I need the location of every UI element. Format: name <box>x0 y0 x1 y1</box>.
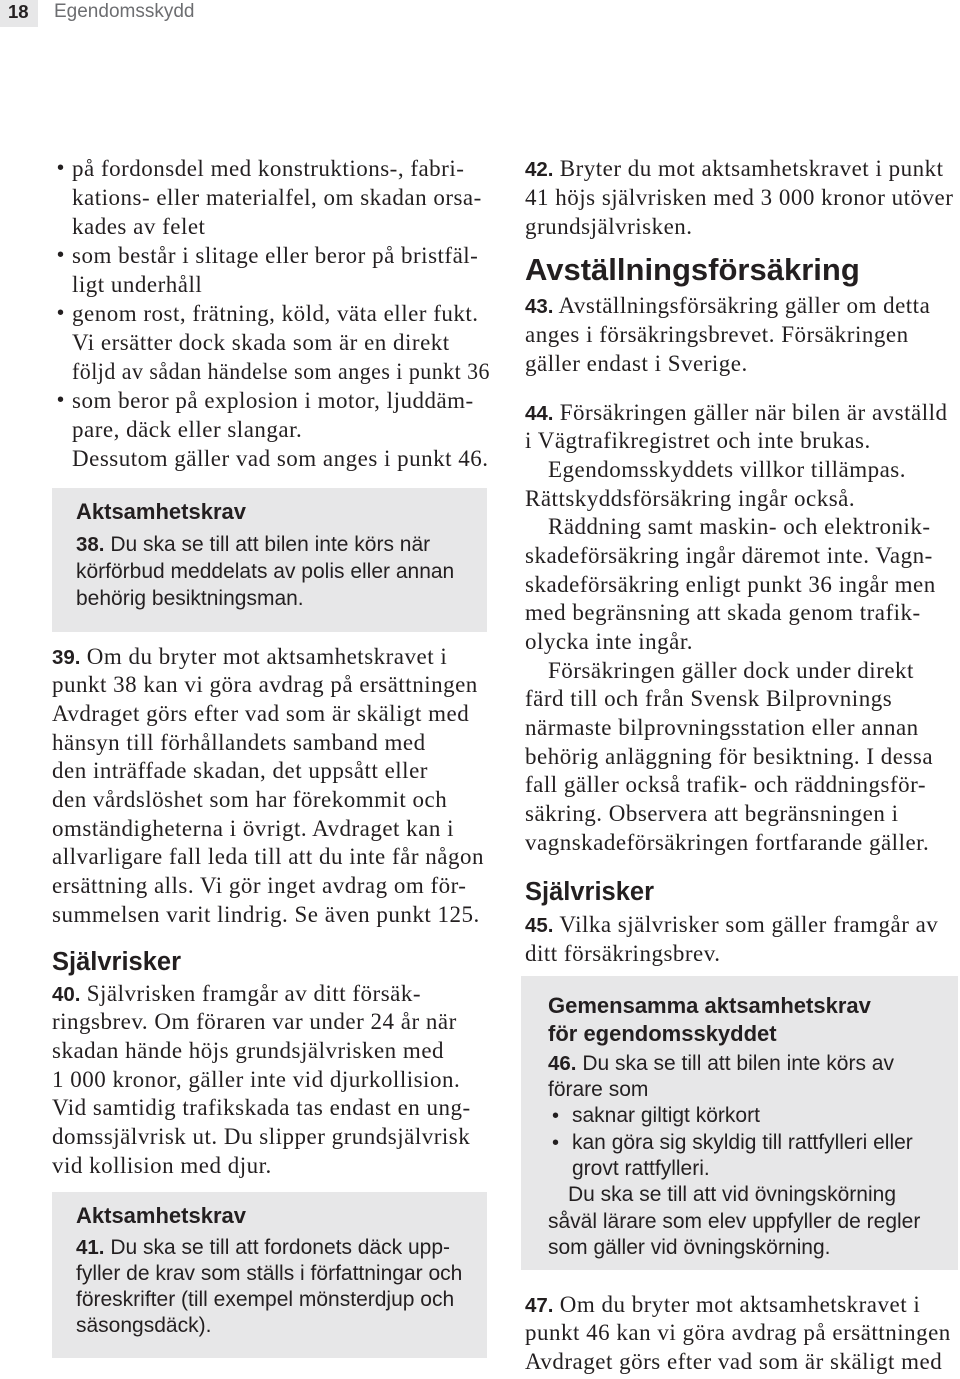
line-text: ligt underhåll <box>72 272 203 297</box>
line-text: punkt 46 kan vi göra avdrag på ersättningen <box>525 1320 951 1346</box>
line-content <box>76 1261 462 1287</box>
line-content <box>525 714 919 743</box>
line-content <box>525 399 948 428</box>
text-line <box>76 585 487 612</box>
line-content <box>568 1182 896 1208</box>
line-content <box>525 1291 920 1320</box>
block-body <box>76 1235 487 1339</box>
box-heading-line <box>548 1020 958 1048</box>
text-line <box>525 771 948 800</box>
line-content <box>525 485 855 514</box>
line-content <box>52 815 454 844</box>
clause-paragraph <box>52 643 484 930</box>
line-content <box>548 1051 894 1077</box>
line-content <box>548 657 914 686</box>
text-line <box>525 1291 951 1320</box>
text-line <box>76 1313 487 1339</box>
text-line <box>52 843 484 872</box>
clause-number: 46. <box>548 1051 577 1075</box>
text-line <box>52 1008 471 1037</box>
bullet-line <box>52 386 510 415</box>
text-line <box>52 980 471 1009</box>
line-content <box>525 291 930 320</box>
line-content <box>52 729 426 758</box>
line-content <box>548 1209 920 1235</box>
line-content <box>525 628 693 657</box>
text-line <box>525 427 948 456</box>
line-text: skadeförsäkring enligt punkt 36 ingår men <box>525 571 936 597</box>
line-text: Vid samtidig trafikskada tas endast en ung- <box>52 1095 471 1121</box>
line-text: summelsen varit lindrig. Se även punkt 125. <box>52 901 480 927</box>
heading-text: Aktsamhetskrav <box>76 1203 246 1228</box>
block-body <box>548 1051 958 1261</box>
line-text: fall gäller också trafik- och räddningsför- <box>525 772 927 798</box>
line-content <box>52 1152 272 1181</box>
line-content <box>525 212 693 241</box>
line-text: följd av sådan händelse som anges i punkt 36 <box>72 359 491 384</box>
clause-number: 45. <box>525 913 554 937</box>
line-content <box>525 771 926 800</box>
line-content <box>525 1319 951 1348</box>
line-content <box>52 786 447 815</box>
line-text: 41 höjs självrisken med 3 000 kronor utöver <box>525 184 954 210</box>
clause-number: 40. <box>52 982 81 1006</box>
line-text: skadeförsäkring ingår däremot inte. Vagn- <box>525 542 933 568</box>
line-text: föreskrifter (till exempel mönsterdjup och <box>76 1288 455 1311</box>
block-body <box>525 910 938 968</box>
line-content <box>72 328 450 357</box>
line-text: ringsbrev. Om föraren var under 24 år när <box>52 1009 457 1035</box>
line-text: Du ska se till att vid övningskörning <box>568 1183 896 1207</box>
line-text: Dessutom gäller vad som anges i punkt 46. <box>72 446 489 471</box>
line-text: Du ska se till att bilen inte körs av <box>582 1051 894 1075</box>
line-text: förare som <box>548 1078 649 1102</box>
line-text: Om du bryter mot aktsamhetskravet i <box>559 1291 921 1317</box>
text-line <box>525 291 930 320</box>
bullet-line <box>52 415 510 444</box>
bullet-line <box>52 154 510 183</box>
line-content <box>76 1287 454 1313</box>
line-text: Avdraget görs efter vad som är skäligt med <box>52 700 470 726</box>
line-content <box>52 843 484 872</box>
line-text: Bryter du mot aktsamhetskravet i punkt <box>559 155 944 181</box>
clause-paragraph <box>525 399 948 858</box>
section-heading: Självrisker <box>52 948 182 976</box>
block-body <box>525 291 930 378</box>
bullet-line <box>52 183 510 212</box>
line-content <box>525 320 909 349</box>
text-line <box>525 485 948 514</box>
text-line <box>76 1235 487 1261</box>
line-text: ersättning alls. Vi gör inget avdrag om för- <box>52 873 467 899</box>
line-content <box>525 349 748 378</box>
block-body <box>52 980 471 1181</box>
clause-number: 44. <box>525 401 554 425</box>
requirement-box <box>52 1192 487 1358</box>
text-line <box>525 571 948 600</box>
line-text: på fordonsdel med konstruktions-, fabri- <box>72 156 465 181</box>
line-text: Försäkringen gäller dock under direkt <box>548 657 914 683</box>
line-content <box>525 800 898 829</box>
text-line <box>525 628 948 657</box>
text-line <box>525 154 953 183</box>
line-content <box>72 386 474 415</box>
line-text: med begränsning att skada genom trafik- <box>525 600 921 626</box>
bullet-line <box>52 328 510 357</box>
text-line <box>525 800 948 829</box>
line-content <box>76 558 454 585</box>
line-content <box>52 1094 471 1123</box>
text-line <box>52 671 484 700</box>
line-content <box>548 513 931 542</box>
box-heading <box>76 1202 487 1230</box>
line-content <box>76 585 304 612</box>
text-line <box>525 1348 951 1377</box>
text-line <box>76 1287 487 1313</box>
line-content <box>52 872 466 901</box>
clause-paragraph <box>525 1291 951 1377</box>
section-heading: Avställningsförsäkring <box>525 252 860 287</box>
line-content <box>72 154 464 183</box>
clause-number: 42. <box>525 157 554 181</box>
heading-text: Gemensamma aktsamhetskrav <box>548 993 871 1018</box>
heading-text: för egendomsskyddet <box>548 1021 777 1046</box>
running-header: Egendomsskydd <box>54 1 195 22</box>
line-content <box>525 939 721 968</box>
text-line <box>52 757 484 786</box>
line-content <box>52 980 421 1009</box>
line-content <box>572 1156 710 1182</box>
text-line <box>525 714 948 743</box>
line-text: närmaste bilprovningsstation eller annan <box>525 714 919 740</box>
line-text: Försäkringen gäller när bilen är avställd <box>559 399 948 425</box>
line-text: ditt försäkringsbrev. <box>525 940 721 966</box>
bullet-line <box>52 357 510 386</box>
line-text: grundsjälvrisken. <box>525 213 693 239</box>
line-content <box>572 1103 760 1129</box>
line-text: i Vägtrafikregistret och inte brukas. <box>525 428 871 454</box>
text-line <box>525 910 938 939</box>
line-text: som beror på explosion i motor, ljuddäm- <box>72 388 474 413</box>
line-content <box>548 1235 830 1261</box>
line-content <box>525 685 892 714</box>
line-content <box>76 531 430 558</box>
text-line <box>525 685 948 714</box>
line-text: vid kollision med djur. <box>52 1152 272 1178</box>
requirement-box <box>52 488 487 632</box>
line-content <box>525 183 953 212</box>
line-text: Rättskyddsförsäkring ingår också. <box>525 485 856 511</box>
line-text: Egendomsskyddets villkor tillämpas. <box>548 457 906 482</box>
line-text: pare, däck eller slangar. <box>72 417 303 442</box>
block-body <box>76 531 487 612</box>
line-content <box>525 743 933 772</box>
line-content <box>76 1235 450 1261</box>
text-line <box>52 786 484 815</box>
line-content <box>72 241 478 270</box>
block-body <box>525 154 953 241</box>
text-line <box>76 1261 487 1287</box>
line-content <box>572 1130 913 1156</box>
text-line <box>548 1182 958 1208</box>
requirement-box <box>521 976 958 1270</box>
line-text: som består i slitage eller beror på bristfäl- <box>72 243 479 268</box>
bullet-line <box>548 1103 958 1129</box>
line-text: färd till och från Svensk Bilprovnings <box>525 686 893 712</box>
line-content <box>548 456 906 485</box>
line-text: Du ska se till att fordonets däck upp- <box>110 1236 451 1259</box>
page-number: 18 <box>8 1 29 22</box>
line-text: fyller de krav som ställs i författningar och <box>76 1262 463 1285</box>
block-body <box>525 399 948 858</box>
line-content <box>72 183 482 212</box>
box-heading <box>76 498 487 526</box>
heading-text: Aktsamhetskrav <box>76 499 246 524</box>
line-text: som gäller vid övningskörning. <box>548 1235 831 1259</box>
exclusion-list <box>52 154 510 473</box>
line-text: 1 000 kronor, gäller inte vid djurkollision. <box>52 1066 461 1092</box>
line-text: säsongsdäck). <box>76 1314 212 1337</box>
line-content <box>52 757 428 786</box>
text-line <box>52 815 484 844</box>
line-content <box>52 1008 457 1037</box>
line-text: körförbud meddelats av polis eller annan <box>76 559 455 583</box>
text-line <box>548 1235 958 1261</box>
line-content <box>525 599 921 628</box>
clause-paragraph <box>525 291 930 378</box>
line-text: gäller endast i Sverige. <box>525 350 748 376</box>
line-content <box>72 415 302 444</box>
box-heading-line <box>548 992 958 1020</box>
line-content <box>52 1037 444 1066</box>
line-text: domssjälvrisk ut. Du slipper grundsjälvrisk <box>52 1124 471 1150</box>
line-text: Vi ersätter dock skada som är en direkt <box>72 330 450 355</box>
line-text: kan göra sig skyldig till rattfylleri eller <box>572 1130 913 1154</box>
text-line <box>525 542 948 571</box>
line-content <box>52 700 469 729</box>
text-line <box>52 1152 471 1181</box>
line-text: såväl lärare som elev uppfyller de regler <box>548 1209 921 1233</box>
block-body <box>52 154 510 473</box>
line-text: Vilka självrisker som gäller framgår av <box>559 911 939 937</box>
bullet-line <box>52 241 510 270</box>
text-line <box>52 700 484 729</box>
line-content <box>52 1123 470 1152</box>
clause-paragraph <box>525 154 953 241</box>
text-line <box>525 212 953 241</box>
text-line <box>525 399 948 428</box>
box-heading <box>548 992 958 1048</box>
text-line <box>525 743 948 772</box>
line-text: omständigheterna i övrigt. Avdraget kan i <box>52 815 455 841</box>
text-line <box>52 1123 471 1152</box>
line-text: behörig besiktningsman. <box>76 586 304 610</box>
line-content <box>525 154 943 183</box>
line-text: genom rost, frätning, köld, väta eller fukt. <box>72 301 479 326</box>
text-line <box>52 643 484 672</box>
line-content <box>52 643 447 672</box>
box-heading-line <box>76 1202 487 1230</box>
bullet-line <box>548 1156 958 1182</box>
text-line <box>525 513 948 542</box>
line-content <box>525 829 929 858</box>
line-content <box>525 571 936 600</box>
block-body <box>52 643 484 930</box>
text-line <box>548 1077 958 1103</box>
clause-number: 39. <box>52 645 81 669</box>
clause-number: 38. <box>76 532 105 556</box>
line-content <box>72 357 490 386</box>
text-line <box>76 558 487 585</box>
line-text: hänsyn till förhållandets samband med <box>52 729 426 755</box>
clause-paragraph <box>525 910 938 968</box>
line-text: säkring. Observera att begränsningen i <box>525 800 899 826</box>
text-line <box>52 1037 471 1066</box>
clause-number: 43. <box>525 294 554 318</box>
clause-paragraph <box>52 980 471 1181</box>
line-content <box>52 671 478 700</box>
line-text: Avställningsförsäkring gäller om detta <box>558 292 931 318</box>
line-text: anges i försäkringsbrevet. Försäkringen <box>525 321 909 347</box>
section-heading: Självrisker <box>525 878 655 906</box>
text-line <box>52 1094 471 1123</box>
bullet-line <box>52 212 510 241</box>
line-content <box>72 212 205 241</box>
bullet-line <box>52 299 510 328</box>
line-content <box>72 299 479 328</box>
text-line <box>52 729 484 758</box>
text-line <box>52 1066 471 1095</box>
line-text: grovt rattfylleri. <box>572 1156 710 1180</box>
line-text: vagnskadeförsäkringen fortfarande gäller. <box>525 829 930 855</box>
line-text: Om du bryter mot aktsamhetskravet i <box>86 643 448 669</box>
line-content <box>72 444 489 473</box>
line-content <box>52 901 480 930</box>
line-content <box>525 1348 942 1377</box>
line-content <box>525 910 938 939</box>
text-line <box>548 1209 958 1235</box>
line-text: kations- eller materialfel, om skadan orsa- <box>72 185 482 210</box>
text-line <box>525 349 930 378</box>
clause-number: 41. <box>76 1236 105 1259</box>
text-line <box>525 1319 951 1348</box>
text-line <box>548 1051 958 1077</box>
line-text: Räddning samt maskin- och elektronik- <box>548 514 931 540</box>
clause-number: 47. <box>525 1293 554 1317</box>
bullet-line <box>52 444 510 473</box>
text-line <box>525 320 930 349</box>
block-body <box>525 1291 951 1377</box>
bullet-line <box>548 1130 958 1156</box>
text-line <box>52 872 484 901</box>
text-line <box>525 829 948 858</box>
line-text: Du ska se till att bilen inte körs när <box>110 532 431 556</box>
line-content <box>525 427 871 456</box>
text-line <box>52 901 484 930</box>
line-text: den inträffade skadan, det uppsått eller <box>52 758 428 784</box>
text-line <box>525 456 948 485</box>
box-heading-line <box>76 498 487 526</box>
bullet-line <box>52 270 510 299</box>
line-text: behörig anläggning för besiktning. I dessa <box>525 743 934 769</box>
line-text: olycka inte ingår. <box>525 628 694 654</box>
text-line <box>525 599 948 628</box>
line-text: allvarligare fall leda till att du inte får någon <box>52 844 484 870</box>
line-text: Avdraget görs efter vad som är skäligt med <box>525 1348 943 1374</box>
line-text: Självrisken framgår av ditt försäk- <box>86 980 422 1006</box>
line-content <box>52 1066 460 1095</box>
line-content <box>72 270 202 299</box>
text-line <box>525 939 938 968</box>
text-line <box>76 531 487 558</box>
text-line <box>525 183 953 212</box>
text-line <box>525 657 948 686</box>
line-text: saknar giltigt körkort <box>572 1104 760 1128</box>
line-text: punkt 38 kan vi göra avdrag på ersättningen <box>52 672 478 698</box>
line-content <box>525 542 933 571</box>
line-content <box>76 1313 211 1339</box>
line-content <box>548 1077 648 1103</box>
line-text: kades av felet <box>72 214 206 239</box>
line-text: skadan hände höjs grundsjälvrisken med <box>52 1037 445 1063</box>
line-text: den vårdslöshet som har förekommit och <box>52 787 448 813</box>
